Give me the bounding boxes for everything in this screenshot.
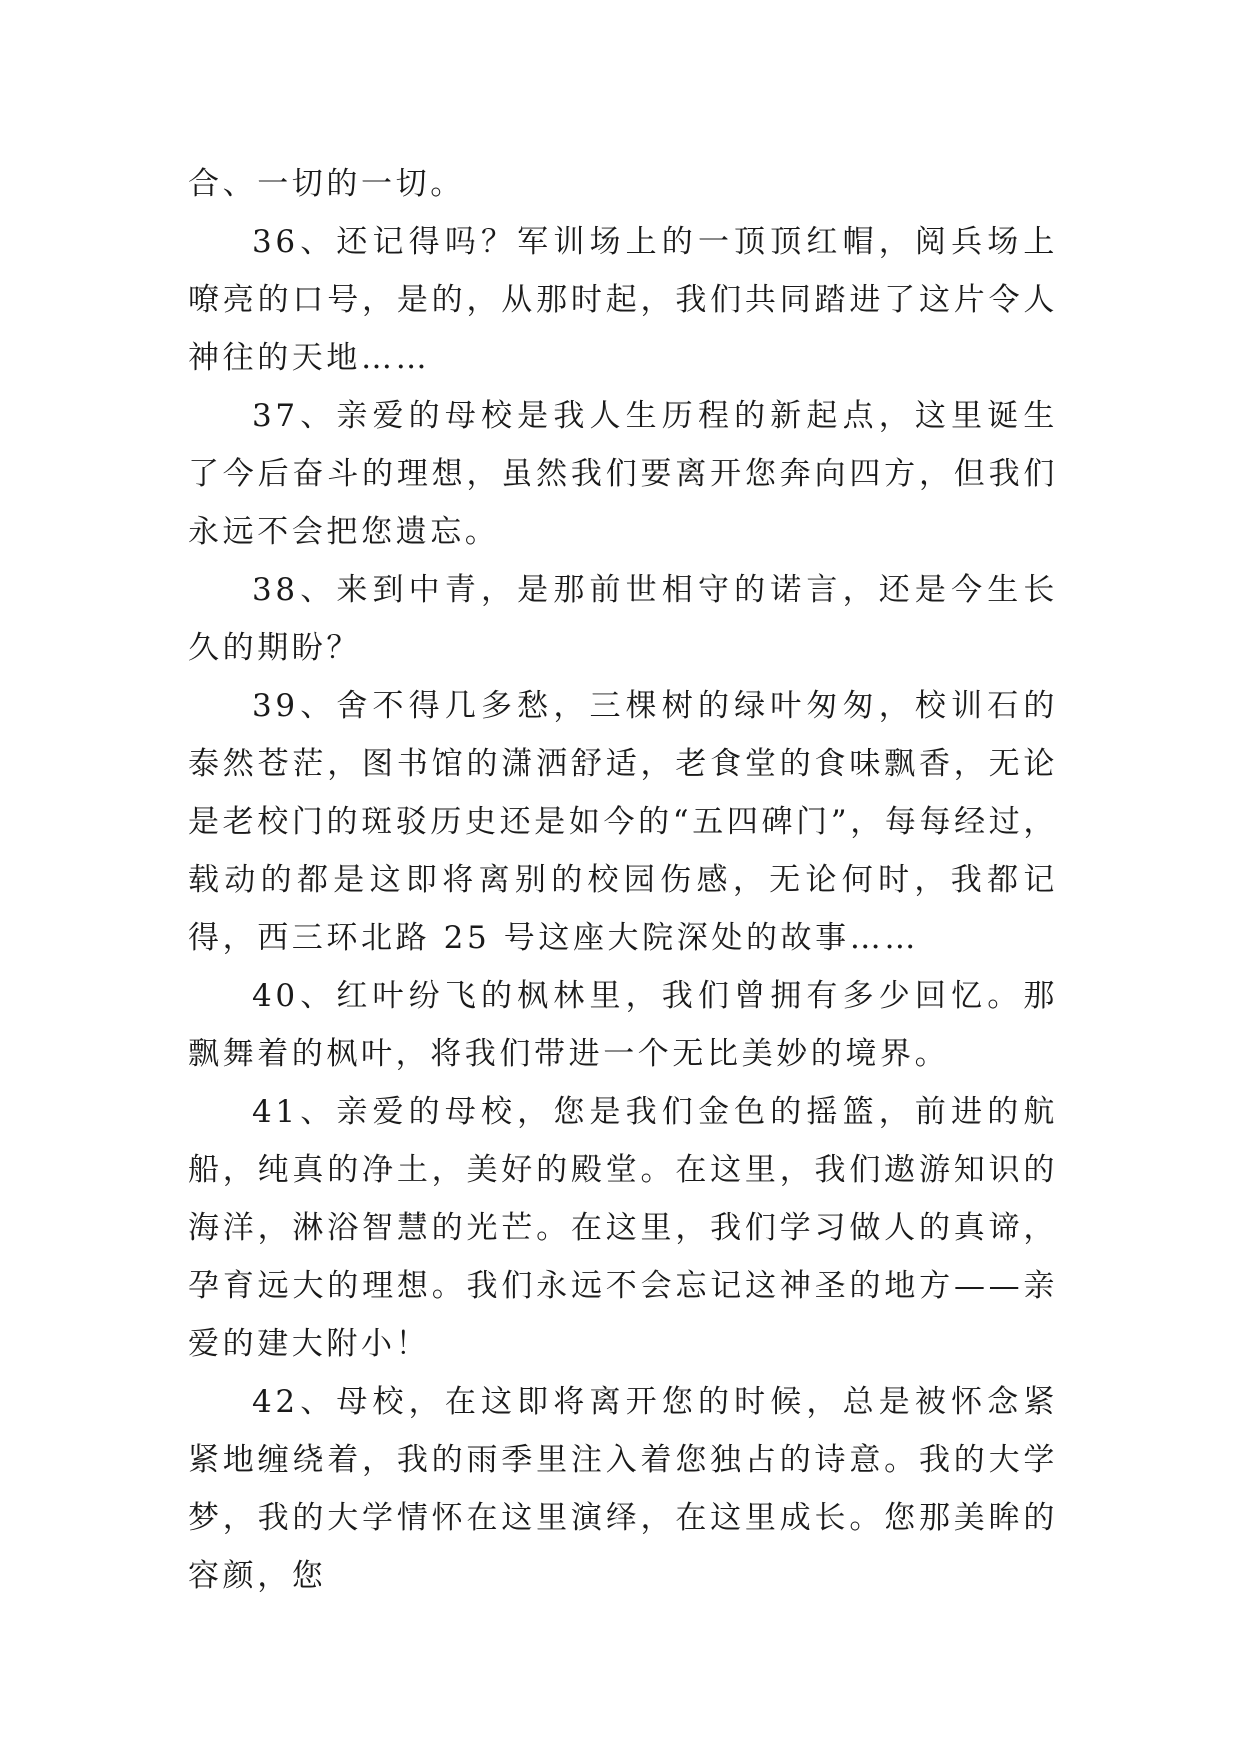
paragraph-continuation: 合、一切的一切。 — [188, 166, 465, 202]
paragraph-41: 41、亲爱的母校，您是我们金色的摇篮，前进的航船，纯真的净土，美好的殿堂。在这里，我们遨游知识的海洋，淋浴智慧的光芒。在这里，我们学习做人的真谛，孕育远大的理想。我们永远不会忘记这神圣的地方——亲爱的建大附小！ — [188, 1094, 1058, 1362]
paragraph-40: 40、红叶纷飞的枫林里，我们曾拥有多少回忆。那飘舞着的枫叶，将我们带进一个无比美妙的境界。 — [188, 978, 1058, 1072]
paragraph-36: 36、还记得吗？军训场上的一顶顶红帽，阅兵场上嘹亮的口号，是的，从那时起，我们共同踏进了这片令人神往的天地…… — [188, 224, 1058, 376]
paragraph-38: 38、来到中青，是那前世相守的诺言，还是今生长久的期盼？ — [188, 572, 1058, 666]
paragraph-39: 39、舍不得几多愁，三棵树的绿叶匆匆，校训石的泰然苍茫，图书馆的潇洒舒适，老食堂的食味飘香，无论是老校门的斑驳历史还是如今的“五四碑门”，每每经过，载动的都是这即将离别的校园伤感，无论何时，我都记得，西三环北路 25 号这座大院深处的故事…… — [188, 688, 1058, 956]
paragraph-42: 42、母校，在这即将离开您的时候，总是被怀念紧紧地缠绕着，我的雨季里注入着您独占的诗意。我的大学梦，我的大学情怀在这里演绎，在这里成长。您那美眸的容颜，您 — [188, 1384, 1058, 1594]
document-body — [188, 155, 1058, 1605]
paragraph-37: 37、亲爱的母校是我人生历程的新起点，这里诞生了今后奋斗的理想，虽然我们要离开您奔向四方，但我们永远不会把您遗忘。 — [188, 398, 1058, 550]
